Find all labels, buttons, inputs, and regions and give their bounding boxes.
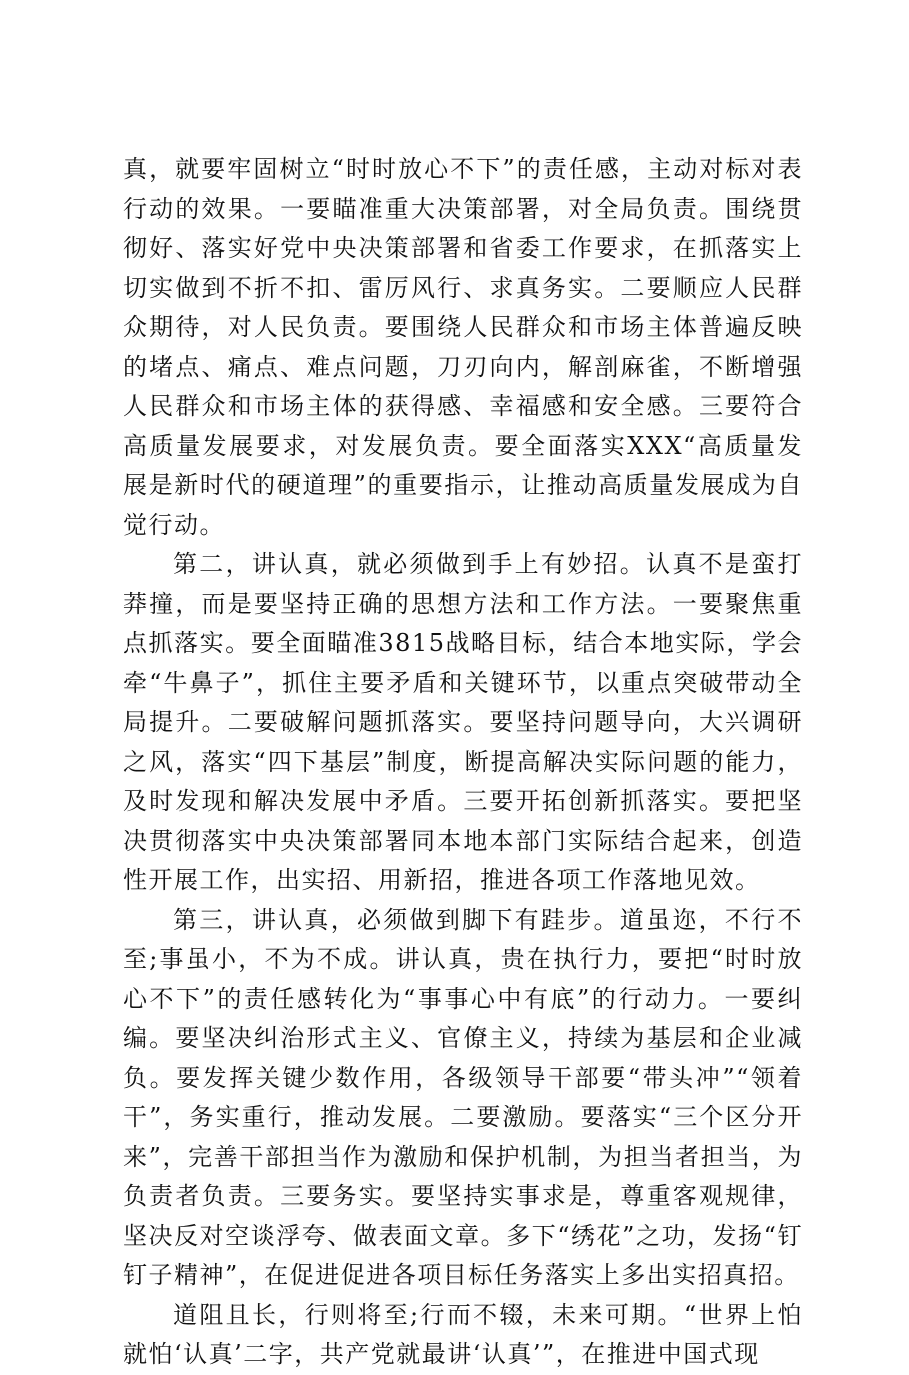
paragraph-continuation: 真，就要牢固树立“时时放心不下”的责任感，主动对标对表行动的效果。一要瞄准重大决策部署，对全局负责。围绕贯彻好、落实好党中央决策部署和省委工作要求，在抓落实上切实做到不折不扣、雷厉风行、求真务实。二要顺应人民群众期待，对人民负责。要围绕人民群众和市场主体普遍反映的堵点、痛点、难点问题，刀刃向内，解剖麻雀，不断增强人民群众和市场主体的获得感、幸福感和安全感。三要符合高质量发展要求，对发展负责。要全面落实XXX“高质量发展是新时代的硬道理”的重要指示，让推动高质量发展成为自觉行动。 — [123, 155, 803, 539]
body-text — [123, 150, 803, 1375]
paragraph-second: 第二，讲认真，就必须做到手上有妙招。认真不是蛮打莽撞，而是要坚持正确的思想方法和工作方法。一要聚焦重点抓落实。要全面瞄准3815战略目标，结合本地实际，学会牵“牛鼻子”，抓住主要矛盾和关键环节，以重点突破带动全局提升。二要破解问题抓落实。要坚持问题导向，大兴调研之风，落实“四下基层”制度，断提高解决实际问题的能力，及时发现和解决发展中矛盾。三要开拓创新抓落实。要把坚决贯彻落实中央决策部署同本地本部门实际结合起来，创造性开展工作，出实招、用新招，推进各项工作落地见效。 — [123, 550, 803, 894]
paragraph-closing: 道阻且长，行则将至;行而不辍，未来可期。“世界上怕就怕‘认真’二字，共产党就最讲‘认真’”，在推进中国式现 — [123, 1300, 803, 1368]
paragraph-third: 第三，讲认真，必须做到脚下有跬步。道虽迩，不行不至;事虽小，不为不成。讲认真，贵在执行力，要把“时时放心不下”的责任感转化为“事事心中有底”的行动力。一要纠编。要坚决纠治形式主义、官僚主义，持续为基层和企业减负。要发挥关键少数作用，各级领导干部要“带头冲”“领着干”，务实重行，推动发展。二要激励。要落实“三个区分开来”，完善干部担当作为激励和保护机制，为担当者担当，为负责者负责。三要务实。要坚持实事求是，尊重客观规律，坚决反对空谈浮夸、做表面文章。多下“绣花”之功，发扬“钉钉子精神”，在促进促进各项目标任务落实上多出实招真招。 — [123, 905, 803, 1289]
